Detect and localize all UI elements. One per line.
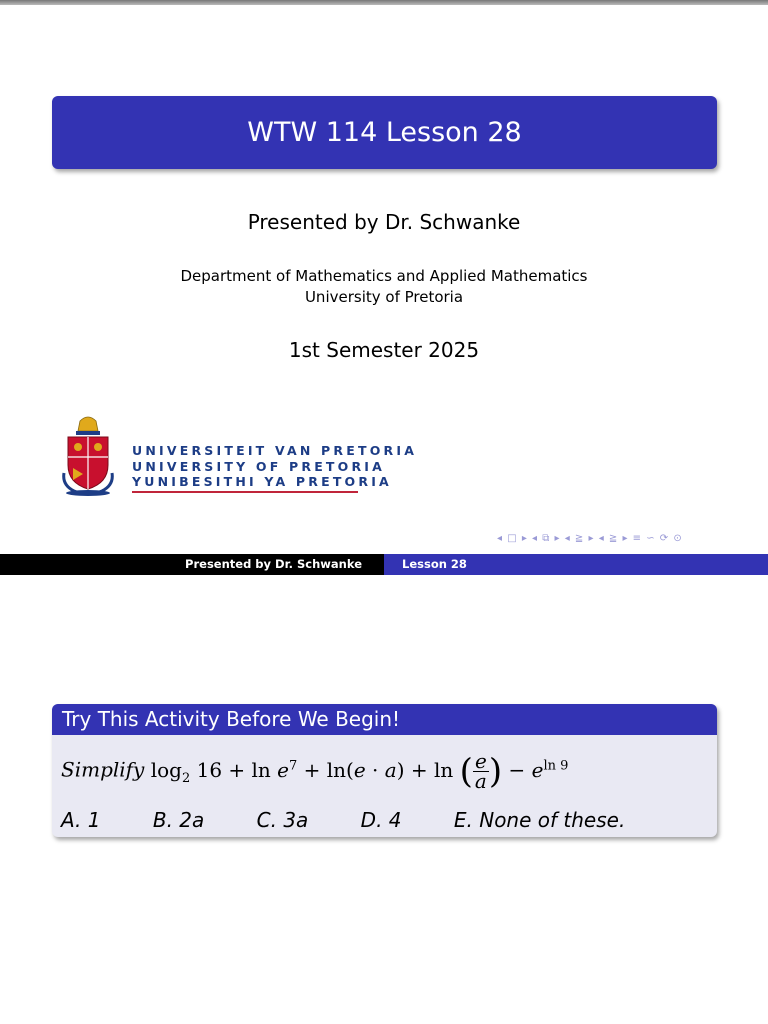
activity-block-title: Try This Activity Before We Begin! (52, 704, 717, 735)
slide-footer (0, 554, 768, 575)
wordmark-line-afrikaans: UNIVERSITEIT VAN PRETORIA (132, 443, 418, 458)
university-wordmark (132, 443, 418, 490)
footer-lesson: Lesson 28 (384, 554, 768, 575)
university-name: University of Pretoria (304, 288, 464, 306)
choice-a[interactable]: A. 1 (61, 808, 101, 832)
wordmark-line-sepedi: YUNIBESITHI YA PRETORIA (132, 474, 392, 489)
institution-block (0, 266, 768, 308)
answer-choices (61, 808, 671, 832)
activity-block (52, 704, 717, 837)
choice-d[interactable]: D. 4 (360, 808, 402, 832)
math-expression: $\log_2 16 + \ln e^7 + \ln(e \cdot a) + \ln$ ( $\frac{e}{a}$ ) − $e^{ln 9}$ (150, 748, 569, 793)
wordmark-line-english: UNIVERSITY OF PRETORIA (132, 458, 386, 474)
semester-date: 1st Semester 2025 (288, 338, 480, 362)
slide-title: WTW 114 Lesson 28 (247, 117, 522, 148)
choice-b[interactable]: B. 2a (152, 808, 205, 832)
choice-e[interactable]: E. None of these. (453, 808, 626, 832)
department-name: Department of Mathematics and Applied Mathematics (180, 267, 588, 285)
footer-presenter: Presented by Dr. Schwanke (0, 554, 384, 575)
wordmark-underline (132, 491, 358, 493)
presenter-name: Presented by Dr. Schwanke (247, 210, 521, 234)
choice-c[interactable]: C. 3a (256, 808, 309, 832)
title-box (52, 96, 717, 169)
prompt-word: Simplify (61, 757, 145, 782)
problem-statement (61, 748, 569, 793)
beamer-navigation-symbols[interactable]: ◂ □ ▸ ◂ ⧉ ▸ ◂ ≧ ▸ ◂ ≧ ▸ ≡ ∽ ⟳ ⊙ (497, 533, 683, 544)
